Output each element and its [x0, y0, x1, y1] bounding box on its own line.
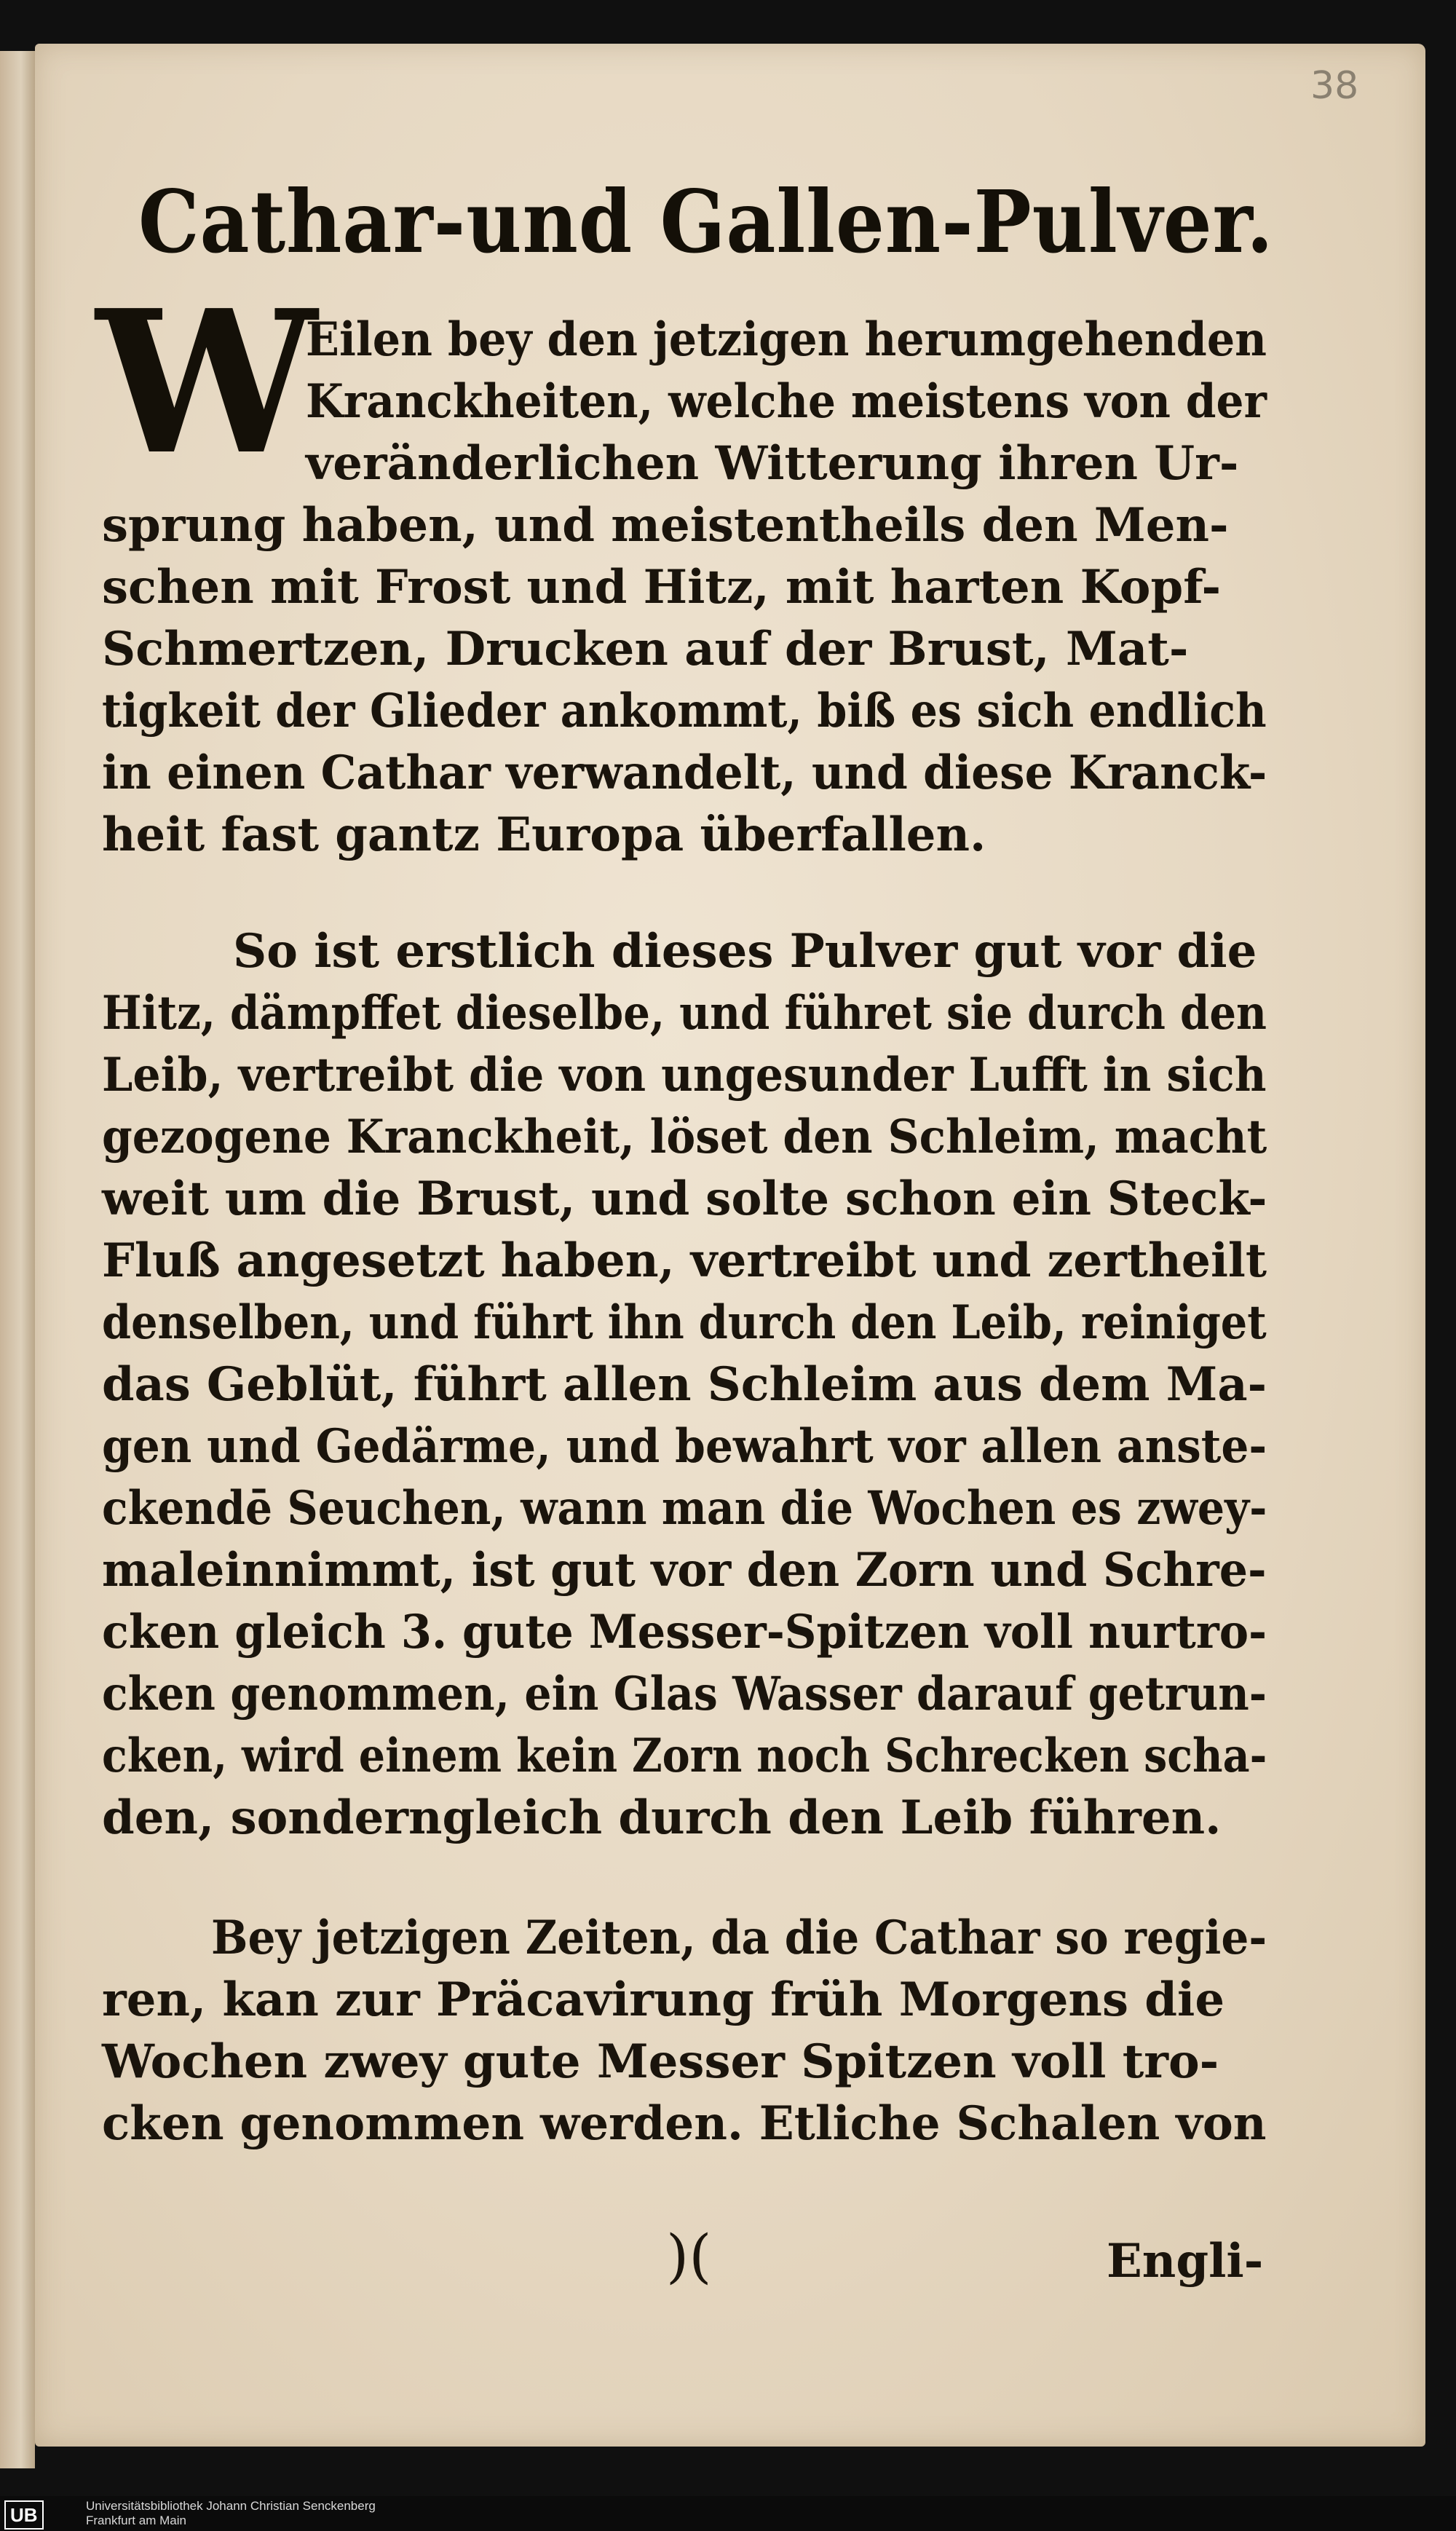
text-line: Leib, vertreibt die von ungesunder Lufft in sich	[102, 1048, 1267, 1102]
text-line: Schmertzen, Drucken auf der Brust, Mat-	[102, 622, 1189, 676]
text-line: schen mit Frost und Hitz, mit harten Kopf-	[102, 560, 1222, 615]
text-line: sprung haben, und meistentheils den Men-	[102, 498, 1229, 553]
text-line: denselben, und führt ihn durch den Leib, reiniget	[102, 1295, 1267, 1350]
library-name: Universitätsbibliothek Johann Christian Senckenberg	[86, 2499, 376, 2513]
drop-cap: W	[96, 266, 317, 498]
text-line: das Geblüt, führt allen Schleim aus dem Ma-	[102, 1357, 1267, 1412]
text-line: Fluß angesetzt haben, vertreibt und zertheilt	[102, 1233, 1267, 1288]
text-line: cken genommen werden. Etliche Schalen von	[102, 2096, 1267, 2151]
text-line: gezogene Kranckheit, löset den Schleim, macht	[102, 1110, 1267, 1164]
adjacent-page-edge	[0, 51, 35, 2468]
text-line: gen und Gedärme, und bewahrt vor allen anste-	[102, 1419, 1267, 1474]
text-line: maleinnimmt, ist gut vor den Zorn und Schre-	[102, 1543, 1267, 1598]
text-line: Hitz, dämpffet dieselbe, und führet sie durch den	[102, 986, 1267, 1041]
catchword: Engli-	[1107, 2234, 1264, 2289]
text-line: cken, wird einem kein Zorn noch Schrecken scha-	[102, 1729, 1267, 1783]
text-line: Bey jetzigen Zeiten, da die Cathar so regie-	[211, 1911, 1267, 1965]
text-line: Wochen zwey gute Messer Spitzen voll tro-	[102, 2034, 1219, 2089]
signature-mark: )(	[666, 2222, 712, 2290]
text-line: Kranckheiten, welche meistens von der	[306, 374, 1267, 429]
page-title: Cathar-und Gallen-Pulver.	[138, 171, 1274, 272]
library-logo: UB	[4, 2500, 44, 2530]
text-line: So ist erstlich dieses Pulver gut vor die	[233, 924, 1257, 979]
text-line: heit fast gantz Europa überfallen.	[102, 808, 986, 862]
library-city: Frankfurt am Main	[86, 2514, 186, 2527]
text-line: in einen Cathar verwandelt, und diese Kranck-	[102, 746, 1267, 800]
text-line: cken genommen, ein Glas Wasser darauf getrun-	[102, 1667, 1267, 1721]
text-line: cken gleich 3. gute Messer-Spitzen voll nurtro-	[102, 1605, 1267, 1659]
text-line: tigkeit der Glieder ankommt, biß es sich endlich	[102, 684, 1267, 738]
folio-number: 38	[1310, 64, 1359, 108]
text-line: Eilen bey den jetzigen herumgehenden	[306, 312, 1267, 367]
library-credit	[86, 2499, 376, 2528]
text-line: den, sonderngleich durch den Leib führen.	[102, 1790, 1222, 1845]
text-line: veränderlichen Witterung ihren Ur-	[306, 436, 1239, 491]
text-line: ckendē Seuchen, wann man die Wochen es zwey-	[102, 1481, 1267, 1536]
text-line: weit um die Brust, und solte schon ein Steck-	[102, 1172, 1267, 1226]
text-line: ren, kan zur Präcavirung früh Morgens die	[102, 1973, 1225, 2027]
